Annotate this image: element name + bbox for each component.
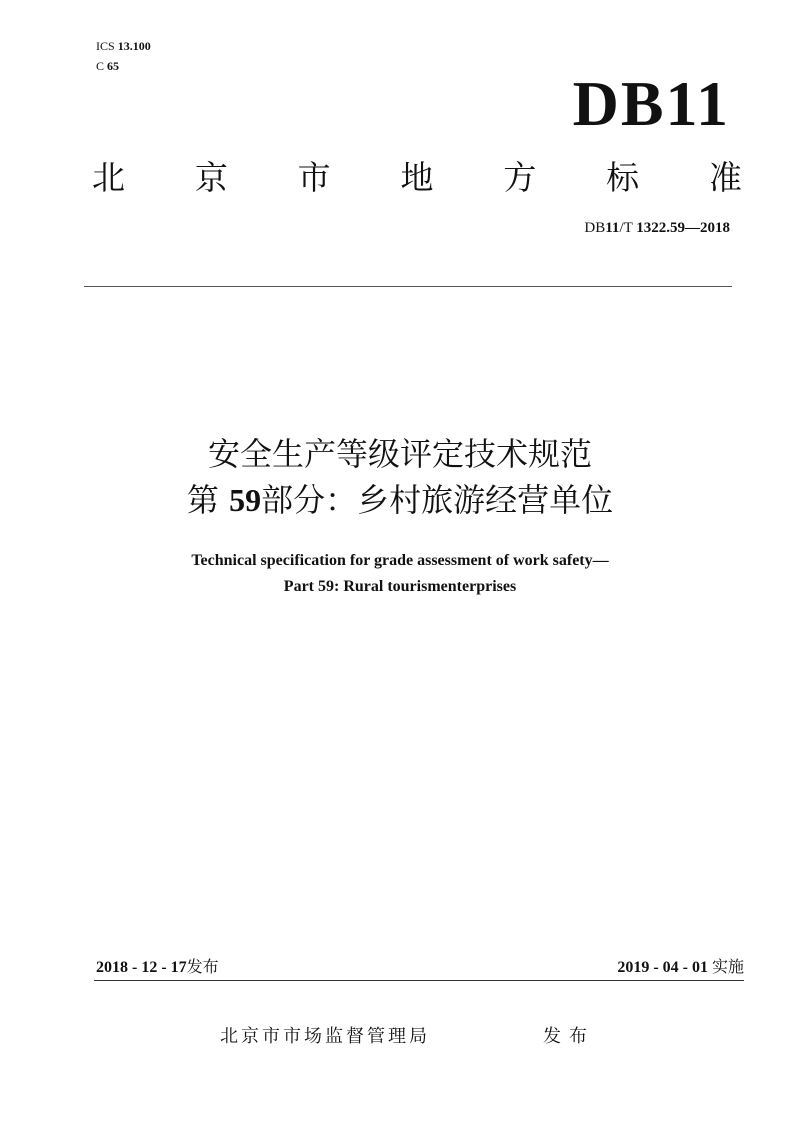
std-number-prefix: DB [584, 220, 606, 236]
issue-date-value: 2018 - 12 - 17 [96, 959, 187, 976]
std-number-code: 11 [605, 220, 620, 236]
ics-label: ICS [96, 39, 115, 53]
std-title-char: 标 [606, 158, 640, 197]
title-chinese-line2 [0, 478, 800, 522]
title-part-number: 59 [229, 482, 262, 518]
c-value: 65 [107, 59, 120, 73]
std-title-char: 京 [194, 158, 228, 197]
issue-label: 发布 [186, 957, 219, 976]
title-part-name: 部分：乡村旅游经营单位 [261, 481, 614, 519]
issue-date [96, 956, 219, 979]
footer-divider [94, 980, 744, 981]
standard-type-title [92, 156, 742, 200]
std-number-rest: /T [619, 220, 637, 236]
ics-value: 13.100 [117, 39, 151, 53]
title-part-prefix: 第 [186, 481, 230, 519]
implement-date-value: 2019 - 04 - 01 [617, 959, 708, 976]
implement-label: 实施 [711, 957, 744, 976]
standard-number [440, 218, 730, 238]
title-chinese-line1: 安全生产等级评定技术规范 [207, 435, 592, 473]
std-title-char: 市 [297, 158, 331, 197]
issuing-action: 发布 [543, 1026, 595, 1047]
classification-code [96, 58, 119, 74]
std-number-main: 1322.59—2018 [636, 220, 730, 236]
std-title-char: 北 [92, 158, 125, 197]
std-title-char: 地 [400, 158, 434, 197]
title-english-line2: Part 59: Rural tourismenterprises [283, 578, 517, 595]
c-label: C [96, 59, 105, 73]
ics-code [96, 38, 151, 54]
issuing-authority: 北京市市场监督管理局 [220, 1026, 430, 1047]
std-title-char: 准 [708, 158, 742, 197]
title-english-line1: Technical specification for grade assessment of work safety— [191, 552, 609, 569]
std-title-char: 方 [503, 158, 537, 197]
implementation-date [500, 956, 744, 979]
header-divider [84, 286, 732, 287]
db-logo: DB11 [572, 68, 730, 139]
